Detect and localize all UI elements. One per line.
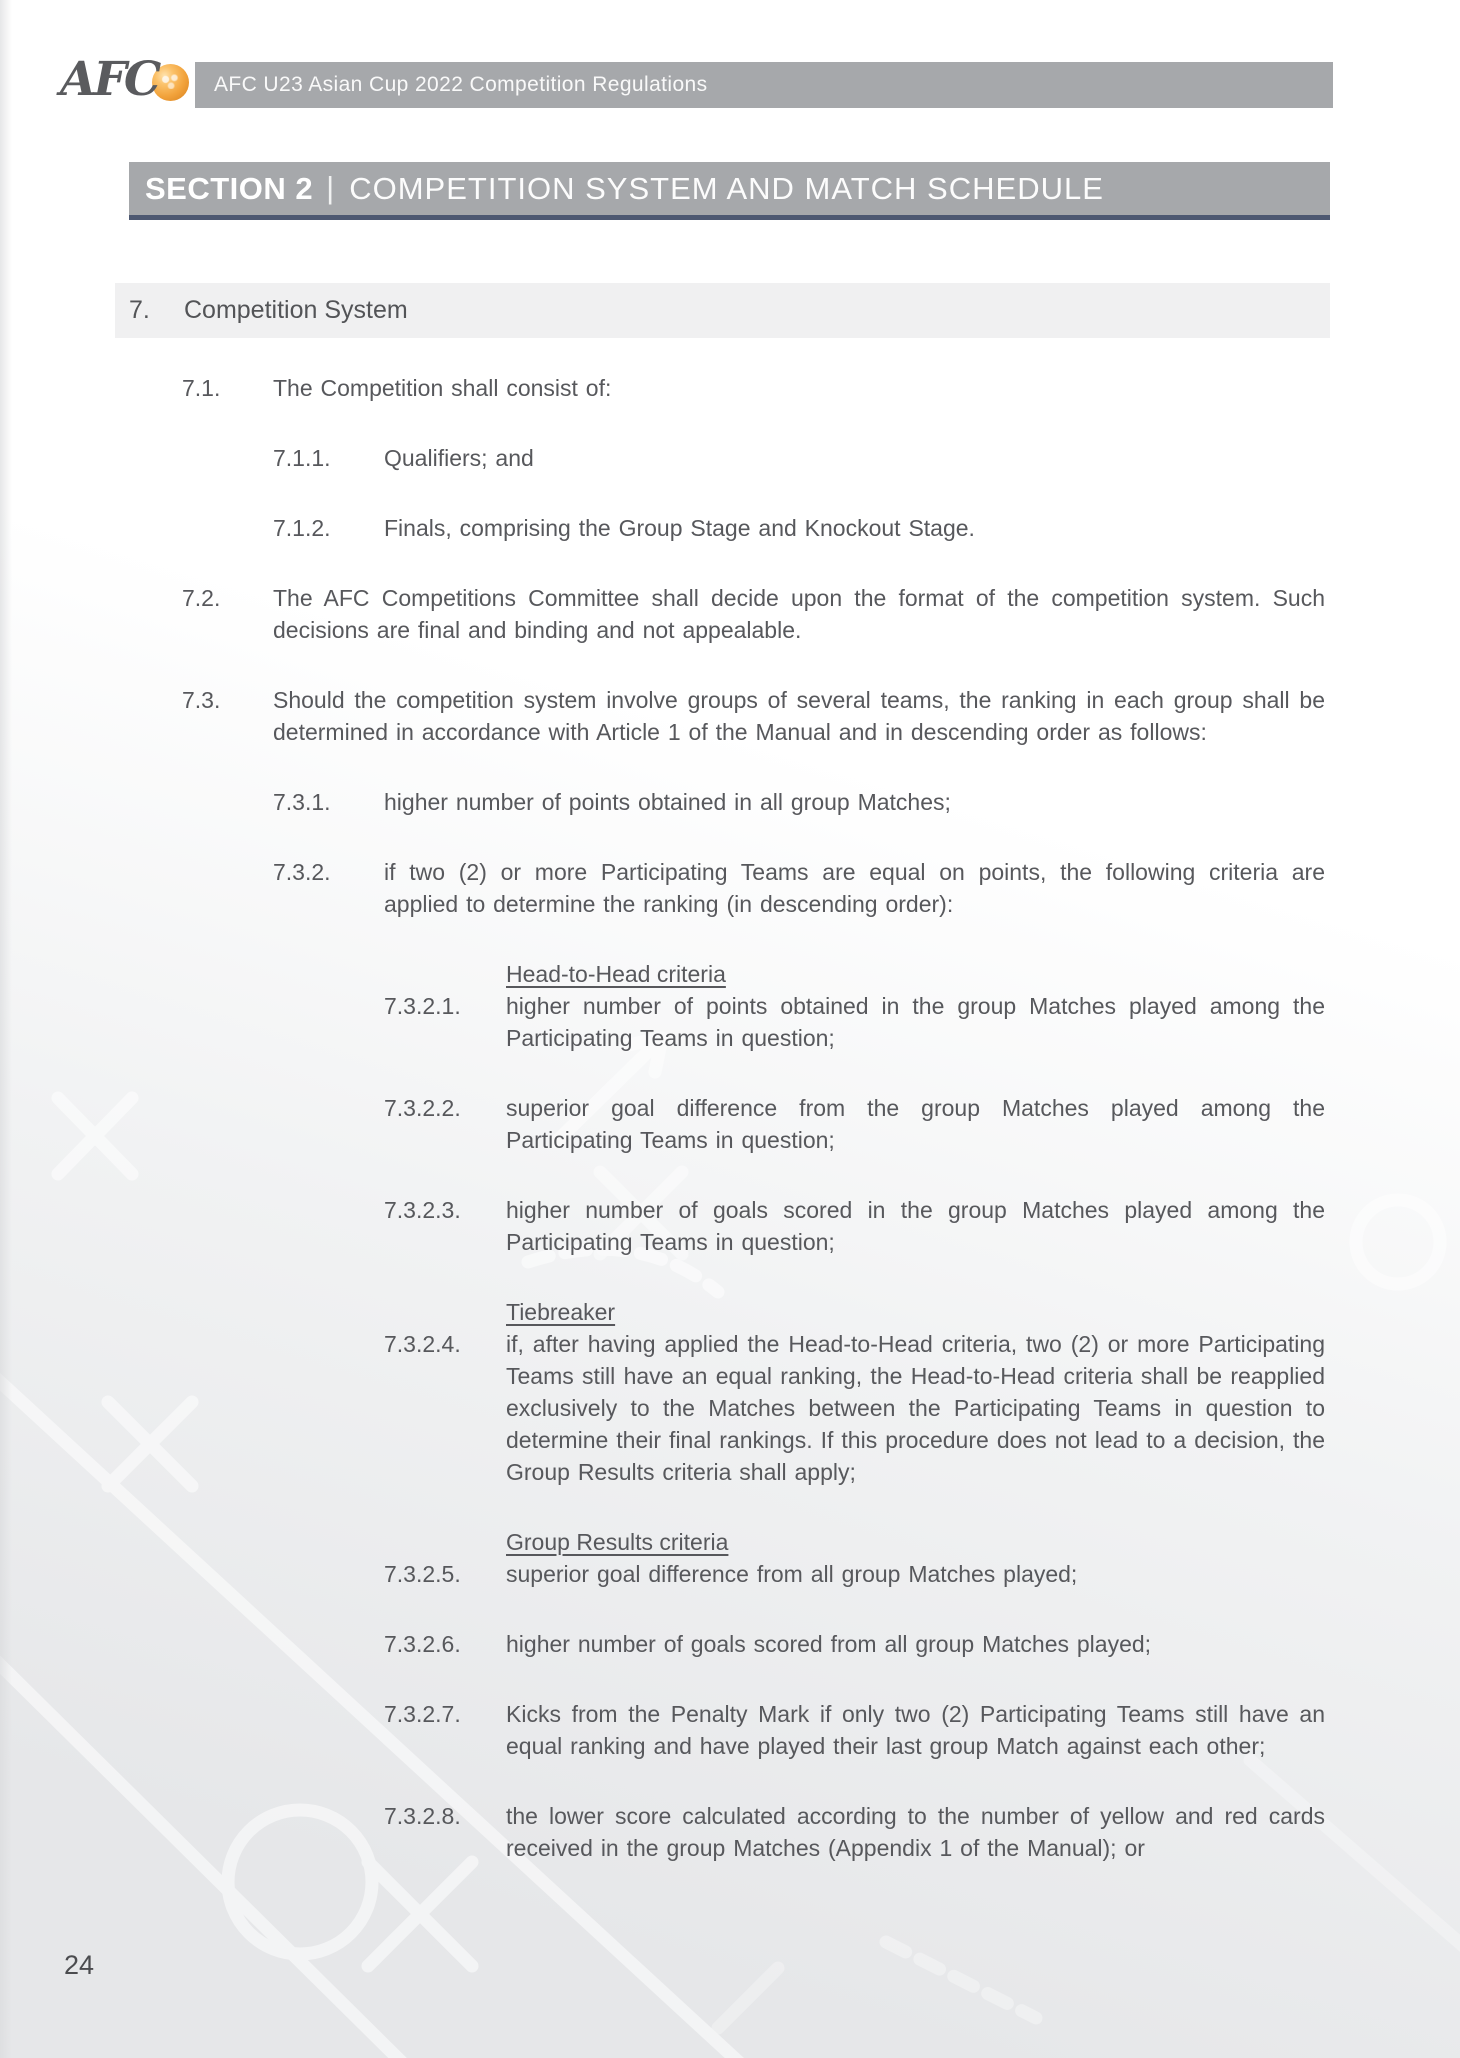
clause (128, 856, 1325, 920)
page-number: 24 (64, 1950, 95, 1980)
clause-text: The Competition shall consist of: (273, 375, 612, 401)
clause (128, 512, 1325, 544)
clause (128, 1698, 1325, 1762)
section-title: COMPETITION SYSTEM AND MATCH SCHEDULE (349, 170, 1104, 206)
clause (128, 786, 1325, 818)
clause-text: Kicks from the Penalty Mark if only two (2) Participating Teams still have an equal ranking and have played their last group Match against each other; (506, 1701, 1325, 1759)
clause-number: 7.3.2. (273, 859, 331, 885)
clause (128, 1328, 1325, 1488)
afc-logo (60, 52, 200, 110)
clauses-list (128, 372, 1325, 1902)
clause-text: higher number of goals scored in the group Matches played among the Participating Teams in question; (506, 1197, 1325, 1255)
clause-number: 7.3.2.7. (384, 1701, 461, 1727)
clause-text: Qualifiers; and (384, 445, 534, 471)
clause-number: 7.3.2.3. (384, 1197, 461, 1223)
criteria-heading-text: Head-to-Head criteria (506, 961, 726, 987)
criteria-heading (128, 958, 1325, 990)
clause-number: 7.1.2. (273, 515, 331, 541)
clause-number: 7.3.2.4. (384, 1331, 461, 1357)
clause-number: 7.3.2.6. (384, 1631, 461, 1657)
clause-number: 7.3.1. (273, 789, 331, 815)
criteria-heading (128, 1296, 1325, 1328)
clause (128, 442, 1325, 474)
clause (128, 684, 1325, 748)
clause (128, 1194, 1325, 1258)
criteria-heading-text: Group Results criteria (506, 1529, 729, 1555)
clause-number: 7.3.2.5. (384, 1561, 461, 1587)
clause-text: higher number of goals scored from all group Matches played; (506, 1631, 1152, 1657)
clause-number: 7.3.2.8. (384, 1803, 461, 1829)
section-banner (129, 162, 1330, 220)
clause-text: superior goal difference from the group Matches played among the Participating Teams in question; (506, 1095, 1325, 1153)
section-number: SECTION 2 (145, 170, 314, 206)
clause-text: if two (2) or more Participating Teams are equal on points, the following criteria are applied to determine the ranking (in descending order): (384, 859, 1325, 917)
clause-number: 7.2. (182, 585, 221, 611)
criteria-heading-text: Tiebreaker (506, 1299, 616, 1325)
clause-number: 7.3.2.2. (384, 1095, 461, 1121)
clause-text: higher number of points obtained in all group Matches; (384, 789, 951, 815)
article-title: Competition System (184, 296, 408, 324)
clause (128, 1628, 1325, 1660)
clause (128, 1558, 1325, 1590)
clause (128, 1092, 1325, 1156)
clause-text: the lower score calculated according to the number of yellow and red cards received in the group Matches (Appendix 1 of the Manual); or (506, 1803, 1325, 1861)
clause-text: The AFC Competitions Committee shall decide upon the format of the competition system. Such decisions are final and binding and not appealable. (273, 585, 1325, 643)
clause (128, 1800, 1325, 1864)
doc-title: AFC U23 Asian Cup 2022 Competition Regulations (214, 73, 708, 96)
clause-number: 7.1.1. (273, 445, 331, 471)
article-heading (115, 283, 1330, 338)
clause-number: 7.1. (182, 375, 221, 401)
afc-logo-text: AFC (60, 52, 159, 107)
doc-title-bar (195, 62, 1333, 108)
clause-number: 7.3.2.1. (384, 993, 461, 1019)
clause-text: Finals, comprising the Group Stage and Knockout Stage. (384, 515, 975, 541)
clause (128, 582, 1325, 646)
clause (128, 990, 1325, 1054)
criteria-heading (128, 1526, 1325, 1558)
clause (128, 372, 1325, 404)
clause-text: higher number of points obtained in the group Matches played among the Participating Teams in question; (506, 993, 1325, 1051)
section-divider: | (326, 169, 335, 205)
clause-text: superior goal difference from all group Matches played; (506, 1561, 1078, 1587)
clause-number: 7.3. (182, 687, 221, 713)
article-number: 7. (129, 296, 150, 324)
clause-text: if, after having applied the Head-to-Head criteria, two (2) or more Participating Teams still have an equal ranking, the Head-to-Head criteria shall be reapplied exclusively to the Matches between the Participating Teams in question to determine their final rankings. If this procedure does not lead to a decision, the Group Results criteria shall apply; (506, 1331, 1325, 1485)
clause-text: Should the competition system involve groups of several teams, the ranking in each group shall be determined in accordance with Article 1 of the Manual and in descending order as follows: (273, 687, 1325, 745)
